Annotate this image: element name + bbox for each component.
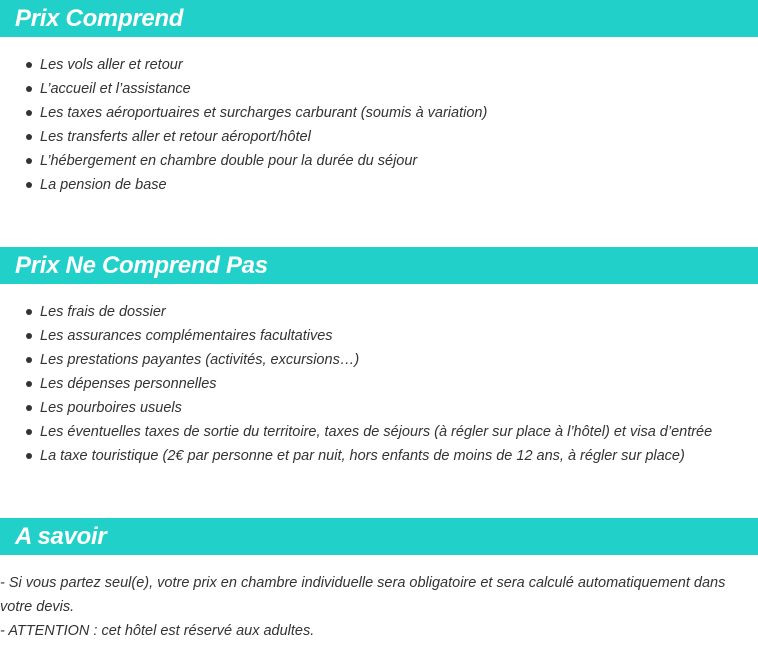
list-item xyxy=(0,372,712,396)
info-notes xyxy=(0,571,758,643)
list-item-text: L’accueil et l’assistance xyxy=(40,81,191,97)
list-item-text: Les pourboires usuels xyxy=(40,400,182,416)
list-item xyxy=(0,53,487,77)
bullet-dot-icon xyxy=(26,110,32,116)
bullet-dot-icon xyxy=(26,381,32,387)
excluded-section-header xyxy=(0,247,758,284)
bullet-dot-icon xyxy=(26,134,32,140)
info-section-header xyxy=(0,518,758,555)
list-item xyxy=(0,444,712,468)
list-item xyxy=(0,348,712,372)
bullet-dot-icon xyxy=(26,86,32,92)
bullet-dot-icon xyxy=(26,182,32,188)
list-item-text: Les éventuelles taxes de sortie du territoire, taxes de séjours (à régler sur place à l’hôtel) et visa d’entrée xyxy=(40,424,713,440)
list-item-text: Les vols aller et retour xyxy=(40,57,183,73)
bullet-dot-icon xyxy=(26,453,32,459)
info-note: - Si vous partez seul(e), votre prix en chambre individuelle sera obligatoire et sera calculé automatiquement dans votre devis. xyxy=(0,575,726,615)
excluded-section-title: Prix Ne Comprend Pas xyxy=(15,251,268,279)
info-note: - ATTENTION : cet hôtel est réservé aux adultes. xyxy=(0,623,315,639)
list-item-text: Les transferts aller et retour aéroport/hôtel xyxy=(40,129,311,145)
list-item-text: La pension de base xyxy=(40,177,167,193)
bullet-dot-icon xyxy=(26,62,32,68)
excluded-list xyxy=(0,300,712,468)
list-item-text: Les frais de dossier xyxy=(40,304,166,320)
included-list xyxy=(0,53,487,197)
list-item xyxy=(0,77,487,101)
bullet-dot-icon xyxy=(26,357,32,363)
list-item xyxy=(0,125,487,149)
list-item-text: L’hébergement en chambre double pour la durée du séjour xyxy=(40,153,418,169)
bullet-dot-icon xyxy=(26,405,32,411)
bullet-dot-icon xyxy=(26,333,32,339)
list-item xyxy=(0,173,487,197)
list-item xyxy=(0,149,487,173)
bullet-dot-icon xyxy=(26,158,32,164)
list-item xyxy=(0,420,712,444)
list-item-text: Les dépenses personnelles xyxy=(40,376,217,392)
list-item xyxy=(0,101,487,125)
list-item-text: Les assurances complémentaires facultatives xyxy=(40,328,333,344)
list-item-text: La taxe touristique (2€ par personne et par nuit, hors enfants de moins de 12 ans, à régler sur place) xyxy=(40,448,685,464)
info-section-title: A savoir xyxy=(15,522,107,550)
bullet-dot-icon xyxy=(26,309,32,315)
bullet-dot-icon xyxy=(26,429,32,435)
list-item-text: Les taxes aéroportuaires et surcharges carburant (soumis à variation) xyxy=(40,105,488,121)
list-item xyxy=(0,396,712,420)
list-item xyxy=(0,300,712,324)
list-item-text: Les prestations payantes (activités, excursions…) xyxy=(40,352,360,368)
included-section-header xyxy=(0,0,758,37)
list-item xyxy=(0,324,712,348)
included-section-title: Prix Comprend xyxy=(15,4,184,32)
